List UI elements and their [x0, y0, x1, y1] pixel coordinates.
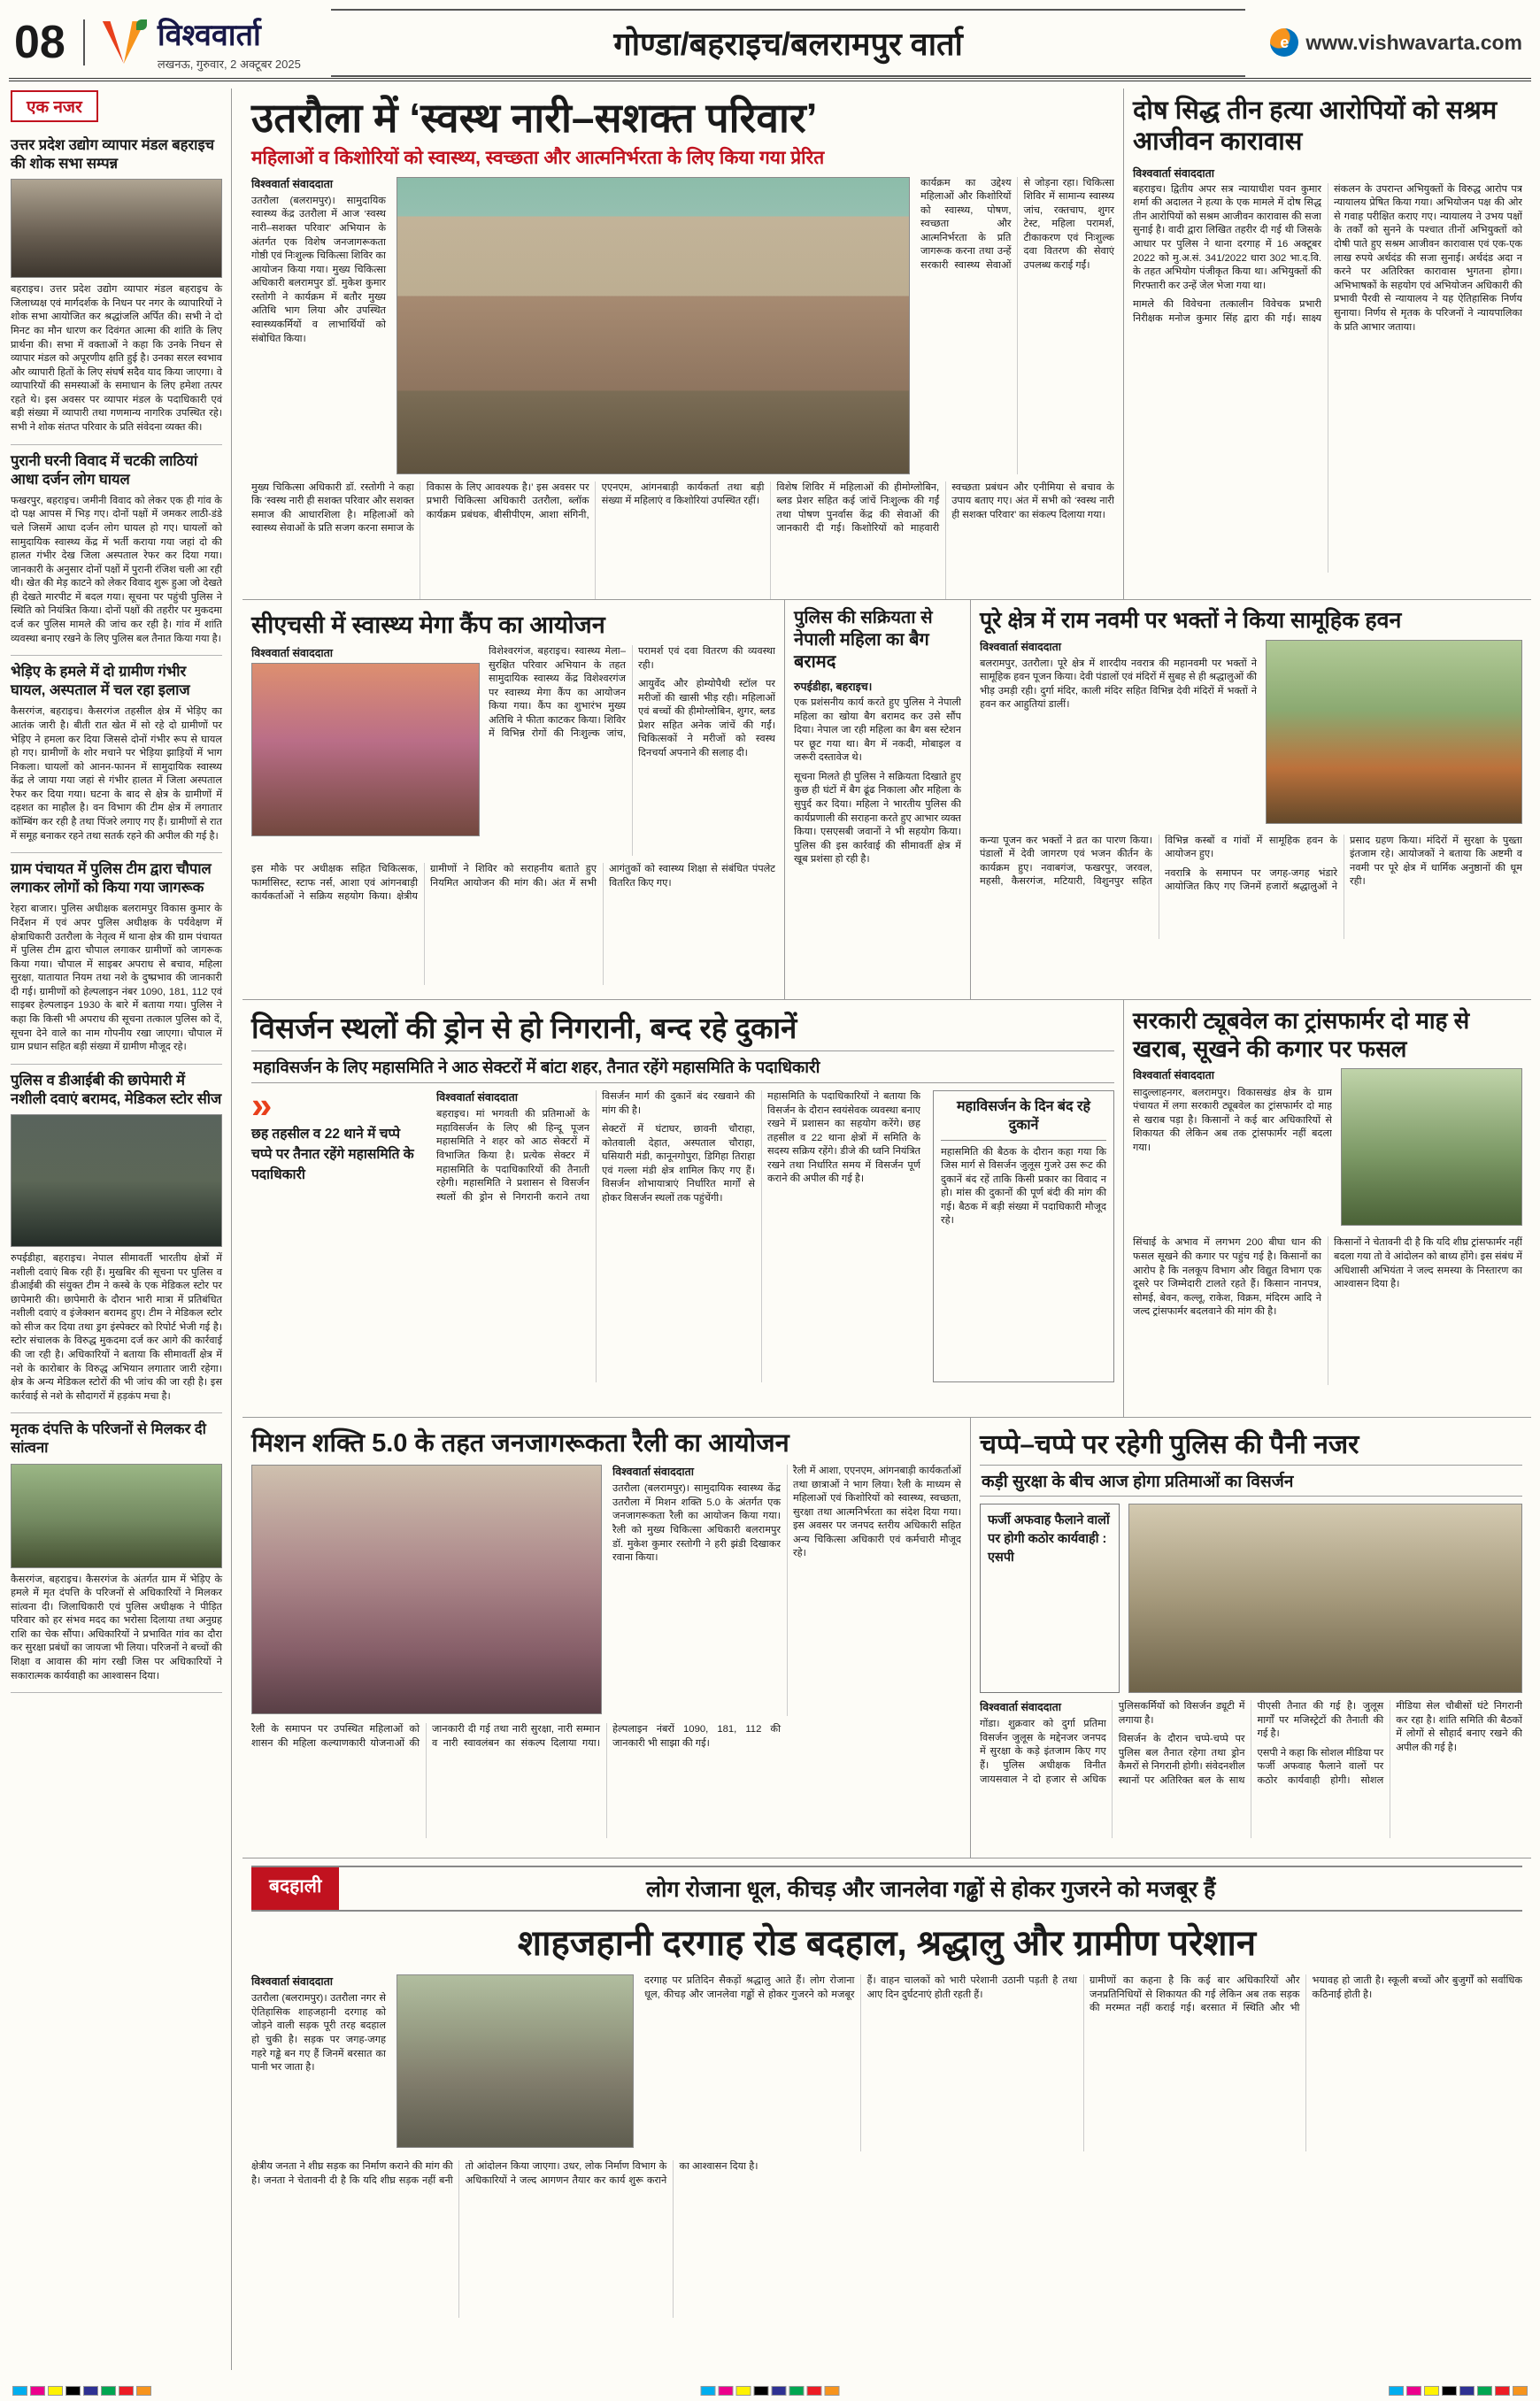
website-url: www.vishwavarta.com — [1305, 30, 1522, 54]
left-rail — [9, 88, 232, 2370]
paragraph: नवरात्रि के समापन पर जगह-जगह भंडारे आयोजित किए गए जिनमें हजारों श्रद्धालुओं ने प्रसाद ग्रहण किया। मंदिरों में सुरक्षा के पुख्ता इंतजाम रहे। आयोजकों ने बताया कि अष्टमी व नवमी पर पूरे क्षेत्र में धार्मिक अनुष्ठानों की धूम रही। — [1165, 835, 1522, 893]
article-title: उत्तर प्रदेश उद्योग व्यापार मंडल बहराइच की शोक सभा सम्पन्न — [11, 137, 215, 173]
article-photo — [11, 179, 222, 278]
paragraph: इस मौके पर अधीक्षक सहित चिकित्सक, फार्मासिस्ट, स्टाफ नर्स, आशा एवं आंगनबाड़ी कार्यकर्ताओं ने सक्रिय सहयोग किया। क्षेत्रीय ग्रामीणों ने शिविर को सराहनीय बताते हुए नियमित आयोजन की मांग की। अंत में सभी आगंतुकों को स्वास्थ्य शिक्षा से संबंधित पंपलेट वितरित किए गए। — [251, 864, 775, 903]
article-body — [980, 1700, 1522, 1838]
police-article — [970, 1418, 1531, 1858]
article-subtitle: महाविसर्जन के लिए महासमिति ने आठ सेक्टरों में बांटा शहर, तैनात रहेंगे महासमिति के पदाधिकारी — [251, 1050, 1114, 1083]
byline: विश्ववार्ता संवाददाता — [980, 1701, 1061, 1713]
byline: विश्ववार्ता संवाददाता — [1133, 166, 1214, 180]
paragraph: विशेश्वरगंज, बहराइच। स्वास्थ्य मेला–सुरक्षित परिवार अभियान के तहत सामुदायिक स्वास्थ्य केंद्र विशेश्वरगंज पर स्वास्थ्य मेगा कैंप का आयोजन किया गया। कैंप का शुभारंभ मुख्य अतिथि ने फीता काटकर किया। शिविर में विभिन्न रोगों की निःशुल्क जांच, परामर्श एवं दवा वितरण की व्यवस्था रही। — [489, 646, 775, 740]
lead-headline: उतरौला में ‘स्वस्थ नारी–सशक्त परिवार’ — [251, 95, 818, 141]
article-title: मृतक दंपत्ति के परिजनों से मिलकर दी सांत्वना — [11, 1421, 206, 1457]
band-visarjan — [243, 1000, 1531, 1418]
article-body — [794, 696, 961, 999]
article-body: कैसरगंज, बहराइच। कैसरगंज के अंतर्गत ग्राम में भेड़िए के हमले में मृत दंपत्ति के परिजनों से अधिकारियों ने मिलकर सांत्वना दी। जिलाधिकारी एवं पुलिस अधीक्षक ने पीड़ित परिवार को हर संभव मदद का भरोसा दिलाया तथा अनुग्रह राशि का चेक सौंपा। अधिकारियों ने प्रभावित गांव का दौरा कर सुरक्षा प्रबंधों का जायजा भी लिया। परिजनों ने बच्चों की शिक्षा व आवास की मांग रखी जिस पर अधिकारियों ने सकारात्मक कार्यवाही का आश्वासन दिया। — [11, 1574, 222, 1681]
rail-article — [11, 656, 222, 853]
havan-article — [970, 600, 1531, 999]
band-rally — [243, 1418, 1531, 1858]
road-headline: शाहजहानी दरगाह रोड बदहाल, श्रद्धालु और ग्रामीण परेशान — [517, 1924, 1257, 1963]
paragraph: बहराइच। द्वितीय अपर सत्र न्यायाधीश पवन कुमार शर्मा की अदालत ने हत्या के एक मामले में दोष सिद्ध तीन आरोपियों को सश्रम आजीवन कारावास की सजा सुनाई है। वादी द्वारा लिखित तहरीर दी गई थी जिसके आधार पर पुलिस ने थाना दरगाह में 16 अक्टूबर 2022 को मु.अ.सं. 341/2022 धारा 302 भा.द.वि. के तहत अभियोग पंजीकृत किया था। अभियुक्तों की गिरफ्तारी कर उन्हें जेल भेजा गया था। — [1133, 183, 1321, 291]
article-title: चप्पे–चप्पे पर रहेगी पुलिस की पैनी नजर — [980, 1430, 1359, 1459]
byline: विश्ववार्ता संवाददाता — [436, 1091, 518, 1104]
paragraph: एसपी ने कहा कि सोशल मीडिया पर फर्जी अफवाह फैलाने वालों पर कठोर कार्यवाही होगी। सोशल मीडिया सेल चौबीसों घंटे निगरानी कर रहा है। शांति समिति की बैठकों में लोगों से सौहार्द बनाए रखने की अपील की गई है। — [1257, 1701, 1522, 1786]
lead-first-column — [251, 177, 386, 474]
bag-article — [784, 600, 970, 999]
paragraph: आयुर्वेद और होम्योपैथी स्टॉल पर मरीजों की खासी भीड़ रही। महिलाओं एवं बच्चों की हीमोग्लोबिन, शुगर, ब्लड प्रेशर सहित अनेक जांचें की गईं। चिकित्सकों ने मरीजों को स्वस्थ दिनचर्या अपनाने की सलाह दी। — [638, 679, 775, 759]
paragraph: विसर्जन के दौरान चप्पे-चप्पे पर पुलिस बल तैनात रहेगा तथा ड्रोन कैमरों से निगरानी होगी। संवेदनशील स्थानों पर अतिरिक्त बल के साथ पीएसी तैनात की गई है। जुलूस मार्गों पर मजिस्ट्रेटों की तैनाती की गई है। — [1118, 1701, 1384, 1786]
paragraph: कन्या पूजन कर भक्तों ने व्रत का पारण किया। पंडालों में देवी जागरण एवं भजन कीर्तन के कार्यक्रम हुए। नवाबगंज, फखरपुर, जरवल, महसी, कैसरगंज, मटियारी, विशुनपुर सहित विभिन्न कस्बों व गांवों में सामूहिक हवन के आयोजन हुए। — [980, 835, 1337, 888]
lead-paragraph: मुख्य चिकित्सा अधिकारी डॉ. रस्तोगी ने कहा कि ‘स्वस्थ नारी ही सशक्त परिवार और सशक्त समाज की आधारशिला है। महिलाओं को स्वास्थ्य सेवाओं के प्रति सजग करना समाज के विकास के लिए आवश्यक है।’ इस अवसर पर प्रभारी चिकित्सा अधिकारी उतरौला, ब्लॉक कार्यक्रम प्रबंधक, बीसीपीएम, आशा संगिनी, एएनएम, आंगनबाड़ी कार्यकर्ता तथा बड़ी संख्या में महिलाएं व किशोरियां उपस्थित रहीं। — [251, 481, 765, 535]
article-title: सीएचसी में स्वास्थ्य मेगा कैंप का आयोजन — [251, 612, 605, 638]
rail-article — [11, 1413, 222, 1693]
lead-subheadline: महिलाओं व किशोरियों को स्वास्थ्य, स्वच्छता और आत्मनिर्भरता के लिए किया गया प्रेरित — [251, 147, 825, 168]
band-road — [243, 1858, 1531, 2356]
article-body-bottom — [251, 1723, 961, 1838]
rail-article — [11, 1065, 222, 1414]
paragraph: ग्रामीणों का कहना है कि कई बार अधिकारियों और जनप्रतिनिधियों से शिकायत की गई लेकिन अब तक सड़क की मरम्मत नहीं कराई गई। बरसात में स्थिति और भी भयावह हो जाती है। स्कूली बच्चों और बुजुर्गों को सर्वाधिक कठिनाई होती है। — [1090, 1975, 1522, 2014]
brand-block — [85, 13, 315, 72]
lead-paragraph: विशेष शिविर में महिलाओं की हीमोग्लोबिन, ब्लड प्रेशर सहित कई जांचें निःशुल्क की गईं तथा पोषण पुनर्वास केंद्र की सेवाओं की जानकारी दी गई। किशोरियों को माहवारी स्वच्छता प्रबंधन और एनीमिया से बचाव के उपाय बताए गए। अंत में सभी को ‘स्वस्थ नारी ही सशक्त परिवार’ का संकल्प दिलाया गया। — [776, 481, 1114, 535]
rail-article — [11, 445, 222, 657]
paragraph: महासमिति के पदाधिकारियों ने बताया कि विसर्जन के दौरान स्वयंसेवक व्यवस्था बनाए रखने में प्रशासन का सहयोग करेंगे। छह तहसील व 22 थाना क्षेत्रों में समिति के सदस्य सक्रिय रहेंगे। डीजे की ध्वनि नियंत्रित रखने तथा निर्धारित समय में विसर्जन पूर्ण कराने की अपील की गई है। — [767, 1091, 920, 1185]
article-title: मिशन शक्ति 5.0 के तहत जनजागरूकता रैली का आयोजन — [251, 1429, 789, 1458]
article-body: बहराइच। उत्तर प्रदेश उद्योग व्यापार मंडल बहराइच के जिलाध्यक्ष एवं मार्गदर्शक के निधन पर नगर के व्यापारियों ने शोक सभा आयोजित कर श्रद्धांजलि अर्पित की। सभी ने दो मिनट का मौन धारण कर दिवंगत आत्मा की शांति के लिए प्रार्थना की। सभा में वक्ताओं ने कहा कि उनके निधन से व्यापार मंडल को अपूरणीय क्षति हुई है। उनका सरल स्वभाव और व्यापारी हितों के लिए संघर्ष सदैव याद किया जाएगा। वे व्यापारियों की समस्याओं के समाधान के लिए हमेशा तत्पर रहते थे। इस अवसर पर व्यापार मंडल के पदाधिकारी एवं बड़ी संख्या में व्यापारी तथा गणमान्य नागरिक उपस्थित रहे। सभी ने शोक संतप्त परिवार के प्रति संवेदना व्यक्त की। — [11, 284, 222, 433]
byline: विश्ववार्ता संवाददाता — [612, 1466, 694, 1478]
dateline: रुपईडीहा, बहराइच। — [794, 681, 873, 693]
pull-quote — [251, 1084, 424, 1382]
article-title: पुलिस की सक्रियता से नेपाली महिला का बैग बरामद — [794, 608, 933, 672]
band-top — [243, 88, 1531, 600]
article-title: भेड़िए के हमले में दो ग्रामीण गंभीर घायल, अस्पताल में चल रहा इलाज — [11, 664, 190, 699]
brand-city-date: लखनऊ, गुरुवार, 2 अक्टूबर 2025 — [157, 58, 301, 71]
rail-article — [11, 853, 222, 1065]
tubewell-article — [1123, 1000, 1531, 1417]
paragraph: उतरौला (बलरामपुर)। सामुदायिक स्वास्थ्य केंद्र उतरौला में मिशन शक्ति 5.0 के अंतर्गत एक जनजागरूकता रैली का आयोजन किया गया। रैली को मुख्य चिकित्सा अधिकारी बलरामपुर डॉ. मुकेश कुमार रस्तोगी ने हरी झंडी दिखाकर रवाना किया। — [612, 1483, 781, 1564]
page-number: 08 — [9, 19, 85, 65]
article-body-bottom — [251, 2160, 1522, 2318]
pull-quote-text: छह तहसील व 22 थाने में चप्पे चप्पे पर तैनात रहेंगे महासमिति के पदाधिकारी — [251, 1126, 414, 1183]
article-body: कैसरगंज, बहराइच। कैसरगंज तहसील क्षेत्र में भेड़िए का आतंक जारी है। बीती रात खेत में सो रहे दो ग्रामीणों पर भेड़िए ने हमला कर दिया जिससे दोनों गंभीर रूप से घायल हो गए। ग्रामीणों के शोर मचाने पर भेड़िया झाड़ियों में भाग निकला। घायलों को आनन-फानन में सामुदायिक स्वास्थ्य केंद्र ले जाया गया जहां से गंभीर हालत में जिला अस्पताल रेफर कर दिया गया। घटना के बाद से क्षेत्र के ग्रामीणों में दहशत का माहौल है। वन विभाग की टीम क्षेत्र में लगातार कॉम्बिंग कर रही है तथा पिंजरे लगाए गए हैं। ग्रामीणों से रात में समूह बनाकर रहने तथा सतर्क रहने की अपील की गई है। — [11, 706, 222, 842]
band-middle — [243, 600, 1531, 1000]
section-label: एक नजर — [11, 90, 98, 122]
paragraph: दरगाह पर प्रतिदिन सैकड़ों श्रद्धालु आते हैं। लोग रोजाना धूल, कीचड़ और जानलेवा गड्ढों से होकर गुजरने को मजबूर हैं। वाहन चालकों को भारी परेशानी उठानी पड़ती है तथा आए दिन दुर्घटनाएं होती रहती हैं। — [644, 1975, 1077, 2000]
paragraph: क्षेत्रीय जनता ने शीघ्र सड़क का निर्माण कराने की मांग की है। जनता ने चेतावनी दी है कि यदि शीघ्र सड़क नहीं बनी तो आंदोलन किया जाएगा। उधर, लोक निर्माण विभाग के अधिकारियों ने जल्द आगणन तैयार कर कार्य शुरू कराने का आश्वासन दिया है। — [251, 2161, 758, 2186]
article-title: दोष सिद्ध तीन हत्या आरोपियों को सश्रम आजीवन कारावास — [1133, 96, 1498, 157]
paragraph: एक प्रशंसनीय कार्य करते हुए पुलिस ने नेपाली महिला का खोया बैग बरामद कर उसे सौंप दिया। नेपाल जा रही महिला का बैग बस स्टेशन पर छूट गया था। बैग में नकदी, मोबाइल व जरूरी दस्तावेज थे। — [794, 697, 961, 764]
byline: विश्ववार्ता संवाददाता — [251, 177, 333, 190]
article-title: ग्राम पंचायत में पुलिस टीम द्वारा चौपाल लगाकर लोगों को किया गया जागरूक — [11, 861, 212, 897]
article-body — [1133, 183, 1522, 573]
paragraph: बलरामपुर, उतरौला। पूरे क्षेत्र में शारदीय नवरात्र की महानवमी पर भक्तों ने सामूहिक हवन पूजन किया। देवी पंडालों एवं मंदिरों में सुबह से ही श्रद्धालुओं की भीड़ उमड़ी रही। दुर्गा मंदिर, काली मंदिर सहित विभिन्न देवी मंदिरों में भक्तों ने हवन कर आहुतियां डालीं। — [980, 658, 1257, 711]
paragraph: रैली में आशा, एएनएम, आंगनबाड़ी कार्यकर्ताओं तथा छात्राओं ने भाग लिया। रैली के माध्यम से महिलाओं एवं किशोरियों को स्वास्थ्य, स्वच्छता, सुरक्षा तथा आत्मनिर्भरता का संदेश दिया गया। इस अवसर पर जनपद स्तरीय अधिकारी सहित अन्य चिकित्सा अधिकारी एवं कर्मचारी मौजूद रहे। — [793, 1466, 961, 1559]
article-body — [1133, 1068, 1332, 1229]
article-photo — [1128, 1504, 1522, 1693]
article-title: सरकारी ट्यूबवेल का ट्रांसफार्मर दो माह से खराब, सूखने की कगार पर फसल — [1133, 1007, 1470, 1062]
globe-icon: e — [1270, 28, 1298, 57]
article-body: रुपईडीहा, बहराइच। नेपाल सीमावर्ती भारतीय क्षेत्रों में नशीली दवाएं बिक रही हैं। मुखबिर की सूचना पर पुलिस व डीआईबी की संयुक्त टीम ने कस्बे के एक मेडिकल स्टोर पर छापेमारी की। छापेमारी के दौरान भारी मात्रा में प्रतिबंधित नशीली दवाएं व इंजेक्शन बरामद हुए। टीम ने मेडिकल स्टोर को सीज कर दिया तथा ड्रग इंस्पेक्टर को रिपोर्ट भेजी गई है। स्टोर संचालक के विरुद्ध मुकदमा दर्ज कर आगे की कार्रवाई की जा रही है। अधिकारियों ने बताया कि सीमावर्ती क्षेत्र में नशे के कारोबार के विरुद्ध अभियान लगातार जारी रहेगा। क्षेत्र के अन्य मेडिकल स्टोरों की भी जांच की जा रही है। इस कार्रवाई से नशे के सौदागरों में हड़कंप मचा है। — [11, 1252, 222, 1402]
article-body-bottom — [1133, 1236, 1522, 1385]
kicker-text: लोग रोजाना धूल, कीचड़ और जानलेवा गढ्ढों से होकर गुजरने को मजबूर हैं — [646, 1877, 1216, 1902]
article-body: फखरपुर, बहराइच। जमीनी विवाद को लेकर एक ही गांव के दो पक्ष आपस में भिड़ गए। दोनों पक्षों में जमकर लाठी-डंडे चले जिसमें आधा दर्जन लोग घायल हो गए। घायलों को सामुदायिक स्वास्थ्य केंद्र में भर्ती कराया गया जहां दो की हालत गंभीर देख जिला अस्पताल रेफर कर दिया गया। जानकारी के अनुसार दोनों पक्षों में पुरानी रंजिश चली आ रही थी। खेत की मेड़ काटने को लेकर विवाद शुरू हुआ जो देखते ही देखते मारपीट में बदल गया। सूचना पर पहुंची पुलिस ने स्थिति को नियंत्रित किया। दोनों पक्षों की तहरीर पर मुकदमा दर्ज कर पुलिस मामले की जांच कर रही है। गांव में शांति व्यवस्था बनाए रखने के लिए पुलिस बल तैनात किया गया है। — [11, 495, 222, 644]
paragraph: उतरौला (बलरामपुर)। उतरौला नगर से ऐतिहासिक शाहजहानी दरगाह को जोड़ने वाली सड़क पूरी तरह बदहाल हो चुकी है। सड़क पर जगह-जगह गहरे गड्ढे बन गए हैं जिनमें बरसात का पानी भर जाता है। — [251, 1993, 386, 2074]
chc-article — [243, 600, 784, 999]
print-color-bar — [1389, 2386, 1528, 2396]
quote-icon: » — [251, 1084, 273, 1126]
sidebox-title: महाविसर्जन के दिन बंद रहे दुकानें — [941, 1098, 1106, 1141]
byline: विश्ववार्ता संवाददाता — [1133, 1069, 1214, 1082]
article-body: रेहरा बाजार। पुलिस अधीक्षक बलरामपुर विकास कुमार के निर्देशन में एवं अपर पुलिस अधीक्षक के पर्यवेक्षण में क्षेत्राधिकारी उतरौला के नेतृत्व में थाना क्षेत्र की ग्राम पंचायत में पुलिस टीम द्वारा चौपाल लगाकर ग्रामीणों को जागरूक किया गया। चौपाल में साइबर अपराध से बचाव, महिला सुरक्षा, यातायात नियम तथा नशे के दुष्प्रभाव की जानकारी दी गई। ग्रामीणों को हेल्पलाइन नंबर 1090, 181, 112 एवं साइबर हेल्पलाइन 1930 के बारे में बताया गया। पुलिस ने कहा कि किसी भी अपराध की सूचना तत्काल पुलिस को दें, सूचना देने वाले का नाम गोपनीय रखा जाएगा। चौपाल में ग्राम प्रधान सहित बड़ी संख्या में ग्रामीण मौजूद रहे। — [11, 904, 222, 1053]
sidebox-body: महासमिति की बैठक के दौरान कहा गया कि जिस मार्ग से विसर्जन जुलूस गुजरे उस रूट की दुकानें बंद रहें ताकि किसी प्रकार का विवाद न हो। मांस की दुकानों की पूर्ण बंदी की मांग की गई। बैठक में बड़ी संख्या में पदाधिकारी मौजूद रहे। — [941, 1146, 1106, 1227]
website-block — [1261, 28, 1531, 57]
mission-article — [243, 1418, 970, 1858]
article-body-bottom — [251, 863, 775, 985]
brand-name: विश्ववार्ता — [157, 19, 261, 52]
drone-article — [243, 1000, 1123, 1417]
road-first-column — [251, 1974, 386, 2151]
article-body — [436, 1090, 920, 1382]
article-body — [980, 640, 1257, 827]
verdict-article — [1123, 88, 1531, 599]
article-photo — [1266, 640, 1522, 824]
lead-paragraph: कार्यक्रम का उद्देश्य महिलाओं और किशोरियों को स्वास्थ्य, पोषण, स्वच्छता और आत्मनिर्भरता के प्रति जागरूक करना तथा उन्हें सरकारी स्वास्थ्य सेवाओं से जोड़ना रहा। चिकित्सा शिविर में सामान्य स्वास्थ्य जांच, रक्तचाप, शुगर टेस्ट, महिला परामर्श, टीकाकरण एवं निःशुल्क दवा वितरण की सेवाएं उपलब्ध कराई गईं। — [920, 177, 1114, 271]
paragraph: मामले की विवेचना तत्कालीन विवेचक प्रभारी निरीक्षक मनोज कुमार सिंह द्वारा की गई। साक्ष्य संकलन के उपरान्त अभियुक्तों के विरुद्ध आरोप पत्र न्यायालय प्रेषित किया गया। अभियोजन पक्ष की ओर से गवाह परीक्षित कराए गए। न्यायालय ने उभय पक्षों के तर्कों को सुनने के पश्चात तीनों अभियुक्तों को दोषी पाते हुए सश्रम आजीवन कारावास एवं एक-एक लाख रुपये अर्थदंड की सजा सुनाई। अर्थदंड अदा न करने पर अतिरिक्त कारावास भुगतना होगा। अभिभाषकों के सहयोग एवं अभियोजन अधिकारी की प्रभावी पैरवी से न्यायालय ने यह ऐतिहासिक निर्णय सुनाया। निर्णय से मृतक के परिजनों ने न्यायपालिका के प्रति आभार जताया। — [1133, 183, 1522, 333]
print-color-bar — [12, 2386, 151, 2396]
article-photo — [251, 663, 480, 836]
article-photo — [251, 1465, 602, 1714]
article-title: पुरानी घरनी विवाद में चटकी लाठियां आधा दर्जन लोग घायल — [11, 452, 198, 488]
byline: विश्ववार्ता संवाददाता — [251, 647, 333, 659]
paragraph: गोंडा। शुक्रवार को दुर्गा प्रतिमा विसर्जन जुलूस के मद्देनजर जनपद में सुरक्षा के कड़े इंतजाम किए गए हैं। पुलिस अधीक्षक विनीत जायसवाल ने दो हजार से अधिक पुलिसकर्मियों को विसर्जन ड्यूटी में लगाया है। — [980, 1701, 1245, 1785]
alert-box: फर्जी अफवाह फैलाने वालों पर होगी कठोर कार्यवाही : एसपी — [980, 1504, 1120, 1693]
paragraph: सादुल्लाहनगर, बलरामपुर। विकासखंड क्षेत्र के ग्राम पंचायत में लगा सरकारी ट्यूबवेल का ट्रांसफार्मर दो माह से खराब पड़ा है। किसानों ने कई बार अधिकारियों से शिकायत की लेकिन अब तक ट्रांसफार्मर नहीं बदला गया। — [1133, 1087, 1332, 1153]
byline: विश्ववार्ता संवाददाता — [251, 1975, 333, 1988]
article-title: विसर्जन स्थलों की ड्रोन से हो निगरानी, बन्द रहे दुकानें — [251, 1012, 797, 1044]
byline: विश्ववार्ता संवाददाता — [980, 640, 1061, 653]
article-photo — [1341, 1068, 1522, 1226]
kicker-strip — [251, 1866, 1522, 1912]
lead-article — [243, 88, 1123, 599]
article-title: पूरे क्षेत्र में राम नवमी पर भक्तों ने किया सामूहिक हवन — [980, 608, 1402, 633]
paragraph: किसानों ने चेतावनी दी है कि यदि शीघ्र ट्रांसफार्मर नहीं बदला गया तो वे आंदोलन को बाध्य होंगे। इस संबंध में अधिशासी अभियंता ने जल्द समस्या के निस्तारण का आश्वासन दिया है। — [1334, 1237, 1522, 1290]
paragraph: सेक्टरों में घंटाघर, छावनी चौराहा, कोतवाली देहात, अस्पताल चौराहा, घसियारी मंडी, कानूनगोपुरा, डिगिहा तिराहा एवं गल्ला मंडी क्षेत्र शामिल किए गए हैं। विसर्जन शोभायात्राएं निर्धारित मार्गों से होकर विसर्जन स्थलों तक पहुंचेंगी। — [602, 1124, 755, 1204]
article-photo — [11, 1114, 222, 1247]
masthead — [9, 7, 1531, 81]
paragraph: सूचना मिलते ही पुलिस ने सक्रियता दिखाते हुए कुछ ही घंटों में बैग ढूंढ निकाला और महिला के सुपुर्द कर दिया। महिला ने भारतीय पुलिस की कार्यप्रणाली की सराहना करते हुए आभार व्यक्त किया। एसएसबी जवानों ने भी सहयोग किया। पुलिस की इस कार्रवाई की सीमावर्ती क्षेत्र में खूब प्रशंसा हो रही है। — [794, 771, 961, 866]
lead-photo — [397, 177, 910, 474]
article-photo — [11, 1464, 222, 1568]
kicker-badge: बदहाली — [251, 1867, 339, 1910]
article-body-bottom — [980, 835, 1522, 939]
article-subtitle: कड़ी सुरक्षा के बीच आज होगा प्रतिमाओं का विसर्जन — [980, 1465, 1522, 1497]
lead-paragraph: उतरौला (बलरामपुर)। सामुदायिक स्वास्थ्य केंद्र उतरौला में आज ‘स्वस्थ नारी–सशक्त परिवार’ अभियान के अंतर्गत एक विशेष जनजागरूकता गोष्ठी एवं निःशुल्क चिकित्सा शिविर का आयोजन किया गया। मुख्य चिकित्सा अधिकारी बलरामपुर डॉ. मुकेश कुमार रस्तोगी ने कार्यक्रम में बतौर मुख्य अतिथि भाग लिया और उपस्थित स्वास्थ्यकर्मियों व लाभार्थियों को संबोधित किया। — [251, 195, 386, 344]
paragraph: सिंचाई के अभाव में लगभग 200 बीघा धान की फसल सूखने की कगार पर पहुंच गई है। किसानों का आरोप है कि नलकूप विभाग और विद्युत विभाग एक दूसरे पर जिम्मेदारी टालते रहते हैं। किसान नानपत्र, सोमई, बेवन, कल्लू, राकेश, विक्रम, मंदिरम आदि ने जल्द ट्रांसफार्मर बदलवाने की मांग की है। — [1133, 1237, 1321, 1318]
article-body — [612, 1465, 961, 1716]
chc-photo-column — [251, 645, 480, 856]
article-photo — [397, 1974, 634, 2148]
brand-logo-icon — [99, 18, 149, 67]
main-content — [243, 88, 1531, 2370]
paragraph: रैली के समापन पर उपस्थित महिलाओं को शासन की महिला कल्याणकारी योजनाओं की जानकारी दी गई तथा नारी सुरक्षा, नारी सम्मान व नारी स्वावलंबन का संकल्प दिलाया गया। हेल्पलाइन नंबरों 1090, 181, 112 की जानकारी भी साझा की गई। — [251, 1724, 781, 1749]
lead-bottom-columns — [251, 481, 1114, 599]
rail-article — [11, 129, 222, 445]
print-color-bar — [701, 2386, 840, 2396]
article-title: पुलिस व डीआईबी की छापेमारी में नशीली दवाएं बरामद, मेडिकल स्टोर सीज — [11, 1072, 222, 1107]
article-body — [489, 645, 775, 856]
paragraph: बहराइच। मां भगवती की प्रतिमाओं के महाविसर्जन के लिए श्री हिन्दू पूजन महासमिति ने शहर को आठ सेक्टरों में विभाजित किया है। प्रत्येक सेक्टर में महासमिति के पदाधिकारियों की तैनाती रहेगी। महासमिति ने प्रशासन से विसर्जन स्थलों की ड्रोन से निगरानी कराने तथा विसर्जन मार्ग की दुकानें बंद रखवाने की मांग की है। — [436, 1091, 755, 1203]
road-article — [243, 1858, 1531, 2356]
lead-right-columns — [920, 177, 1114, 474]
article-body — [644, 1974, 1522, 2151]
edition-title: गोण्डा/बहराइच/बलरामपुर वार्ता — [331, 9, 1246, 77]
drone-sidebox — [933, 1090, 1114, 1382]
